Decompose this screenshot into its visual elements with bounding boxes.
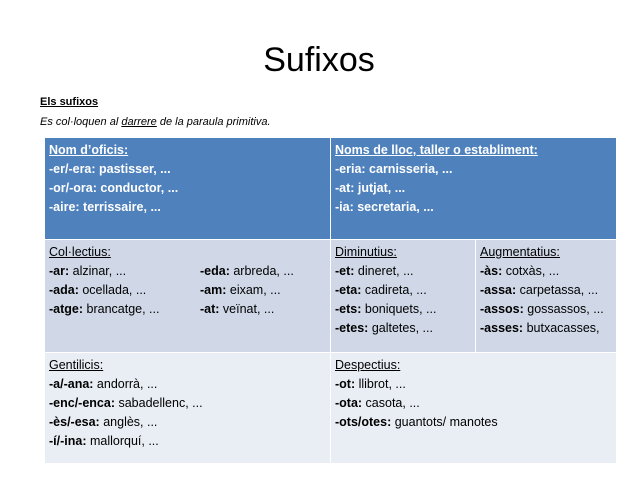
list-item xyxy=(480,281,612,300)
suffix: -asses: xyxy=(480,321,524,335)
list-item xyxy=(335,281,471,300)
list-item xyxy=(480,262,612,281)
list-item xyxy=(480,300,612,319)
cell-oficis xyxy=(45,138,331,240)
list-item: -or/-ora: conductor, ... xyxy=(49,181,179,195)
list-item: -aire: terrissaire, ... xyxy=(49,200,161,214)
cell-header: Gentilicis: xyxy=(49,358,104,372)
collectius-col1 xyxy=(49,262,200,319)
list-item xyxy=(335,262,471,281)
cell-header: Noms de lloc, taller o establiment: xyxy=(335,143,538,157)
cell-augmentatius xyxy=(476,240,617,353)
example: guantots/ manotes xyxy=(391,415,498,429)
list-item xyxy=(49,394,326,413)
example: cadireta, ... xyxy=(361,283,427,297)
example: carpetassa, ... xyxy=(516,283,599,297)
cell-lloc xyxy=(331,138,617,240)
example: cotxàs, ... xyxy=(502,264,560,278)
list-item xyxy=(49,413,326,432)
example: ocellada, ... xyxy=(78,283,147,297)
list-item xyxy=(335,375,612,394)
cell-gentilicis xyxy=(45,353,331,464)
example: mallorquí, ... xyxy=(86,434,159,448)
example: sabadellenc, ... xyxy=(115,396,203,410)
list-item xyxy=(49,432,326,451)
suffix: -atge: xyxy=(49,302,84,316)
page-title: Sufixos xyxy=(263,41,375,79)
cell-diminutius xyxy=(331,240,476,353)
example: llibrot, ... xyxy=(355,377,406,391)
cell-header: Diminutius: xyxy=(335,245,397,259)
suffix: -at: xyxy=(200,302,220,316)
list-item: -er/-era: pastisser, ... xyxy=(49,162,171,176)
example: galtetes, ... xyxy=(368,321,433,335)
suffix: -ada: xyxy=(49,283,79,297)
section-subtitle xyxy=(40,116,271,128)
suffix: -ès/-esa: xyxy=(49,415,100,429)
list-item: -ia: secretaria, ... xyxy=(335,200,434,214)
collectius-columns xyxy=(49,262,326,319)
example: arbreda, ... xyxy=(229,264,294,278)
suffix: -às: xyxy=(480,264,503,278)
suffix: -etes: xyxy=(335,321,369,335)
list-item xyxy=(49,281,200,300)
cell-header: Nom d’oficis: xyxy=(49,143,129,157)
cell-despectius xyxy=(331,353,617,464)
example: veïnat, ... xyxy=(219,302,275,316)
suffix: -enc/-enca: xyxy=(49,396,115,410)
example: boniquets, ... xyxy=(361,302,437,316)
list-item xyxy=(200,262,326,281)
example: butxacasses, xyxy=(523,321,600,335)
section-heading: Els sufixos xyxy=(40,96,99,108)
suffix: -í/-ina: xyxy=(49,434,87,448)
example: dineret, ... xyxy=(354,264,414,278)
list-item xyxy=(335,394,612,413)
suffix: -et: xyxy=(335,264,355,278)
suffix: -ots/otes: xyxy=(335,415,392,429)
suffix: -ets: xyxy=(335,302,362,316)
table-row xyxy=(45,353,617,464)
suffix: -ot: xyxy=(335,377,356,391)
cell-collectius xyxy=(45,240,331,353)
suffix: -a/-ana: xyxy=(49,377,94,391)
example: eixam, ... xyxy=(226,283,281,297)
example: anglès, ... xyxy=(99,415,158,429)
suffix: -assa: xyxy=(480,283,517,297)
list-item: -eria: carnisseria, ... xyxy=(335,162,453,176)
cell-header: Col·lectius: xyxy=(49,245,111,259)
list-item xyxy=(480,319,612,338)
list-item xyxy=(200,300,326,319)
suffix: -eta: xyxy=(335,283,362,297)
collectius-col2 xyxy=(200,262,326,319)
example: alzinar, ... xyxy=(69,264,127,278)
list-item xyxy=(335,413,612,432)
list-item: -at: jutjat, ... xyxy=(335,181,406,195)
list-item xyxy=(49,375,326,394)
suffix: -assos: xyxy=(480,302,524,316)
table-row xyxy=(45,138,617,240)
list-item xyxy=(200,281,326,300)
suffix: -ar: xyxy=(49,264,70,278)
cell-header: Despectius: xyxy=(335,358,401,372)
example: gossassos, ... xyxy=(523,302,604,316)
list-item xyxy=(335,300,471,319)
suffix: -eda: xyxy=(200,264,230,278)
cell-header: Augmentatius: xyxy=(480,245,560,259)
subtitle-pre: Es col·loquen al xyxy=(40,116,122,128)
suffix-table xyxy=(44,137,617,464)
example: casota, ... xyxy=(362,396,420,410)
list-item xyxy=(335,319,471,338)
subtitle-underlined: darrere xyxy=(121,116,157,128)
example: brancatge, ... xyxy=(83,302,160,316)
example: andorrà, ... xyxy=(93,377,158,391)
table-row xyxy=(45,240,617,353)
subtitle-post: de la paraula primitiva. xyxy=(156,116,271,128)
list-item xyxy=(49,262,200,281)
suffix: -am: xyxy=(200,283,227,297)
list-item xyxy=(49,300,200,319)
suffix: -ota: xyxy=(335,396,363,410)
